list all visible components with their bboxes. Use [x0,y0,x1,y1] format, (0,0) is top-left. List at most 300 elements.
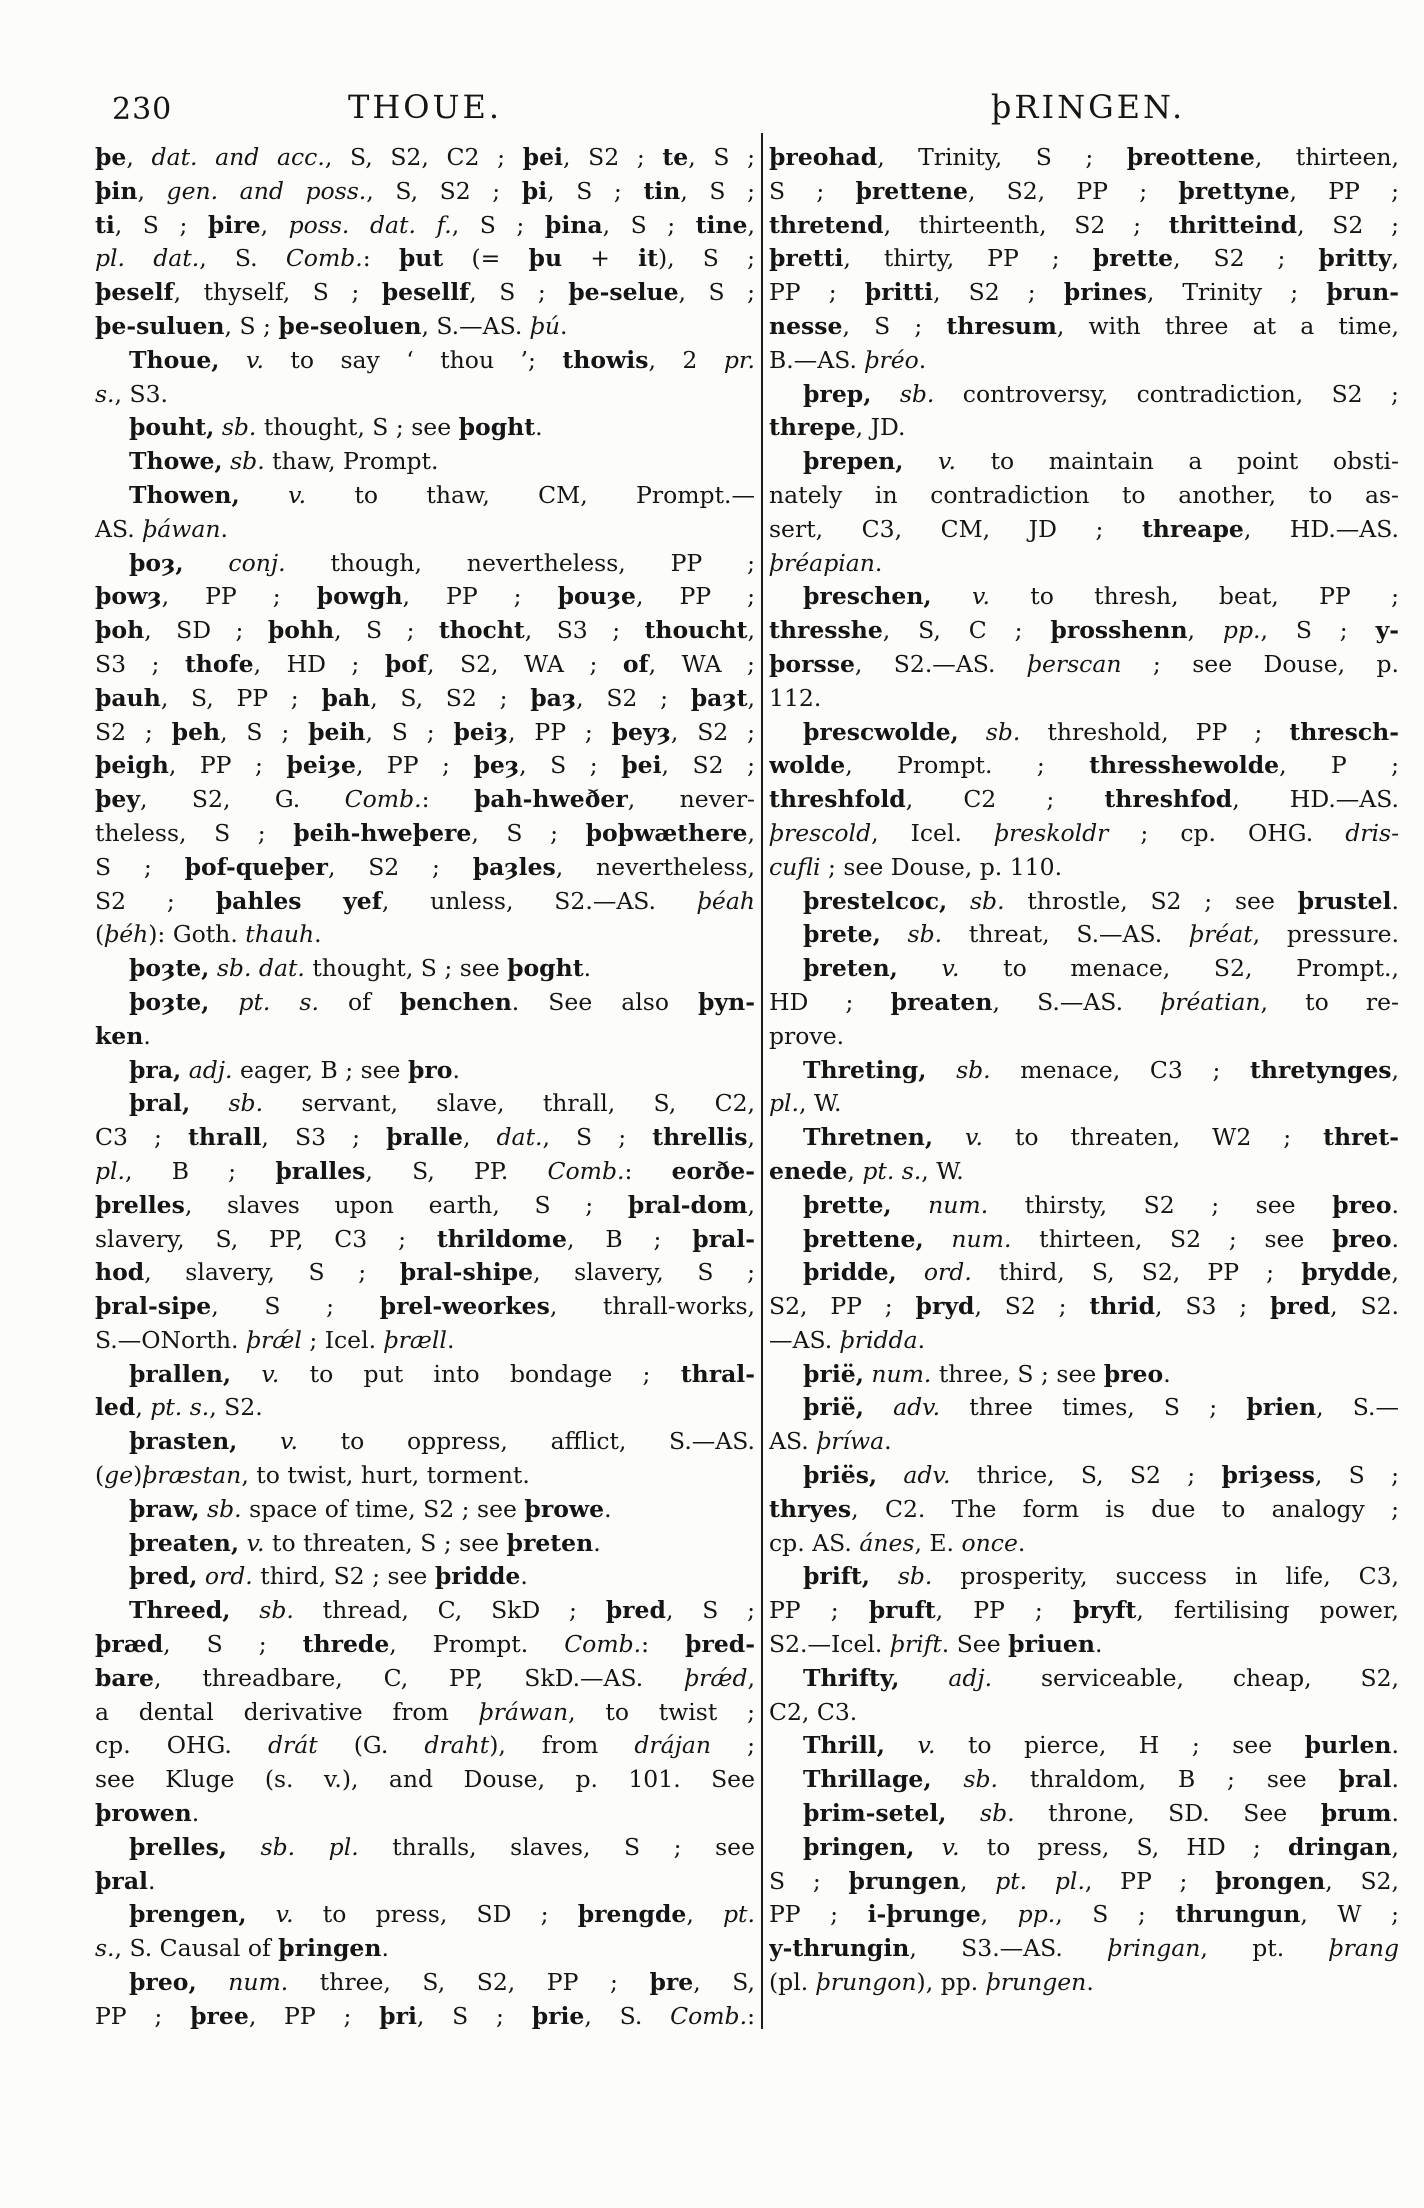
text-run: , S ; [211,1292,380,1321]
text-run [877,1461,903,1489]
headword-or-form: þrette, [803,1190,892,1219]
grammar-or-etymon: v. [938,447,956,476]
grammar-or-etymon: v. [941,1832,960,1861]
grammar-or-etymon: pp. [1222,616,1261,645]
headword-or-form: þrettene, [803,1224,924,1253]
dictionary-line [95,344,755,378]
text-run: , S2 ; [933,278,1064,307]
text-run: to oppress, afflict, S.—AS. [298,1427,755,1456]
grammar-or-etymon: v. [275,1900,294,1929]
text-run [200,1495,207,1523]
grammar-or-etymon: sb. [899,379,935,408]
text-run: , [686,1900,724,1929]
headword-or-form: þraw, [129,1494,200,1523]
text-run: S ; [769,1866,849,1895]
text-run: ( [95,1461,105,1490]
text-run: , thirty, PP ; [843,244,1093,273]
grammar-or-etymon: sb. [907,920,943,949]
text-run: , [959,1866,996,1895]
grammar-or-etymon: þerscan [1026,649,1122,678]
headword-or-form: þeih-hweþere [293,818,472,847]
grammar-or-etymon: ge [104,1461,134,1490]
dictionary-line [95,1155,755,1189]
grammar-or-etymon: num. [871,1359,932,1388]
text-run: S.—ONorth. [95,1325,246,1354]
headword-or-form: þaȝles [472,852,556,881]
text-run: , to re- [1260,987,1399,1016]
text-run [914,1833,941,1861]
text-run: , C2. The form is due to analogy ; [851,1494,1399,1523]
dictionary-line [769,749,1399,783]
text-run: , S ; [688,143,755,171]
grammar-or-etymon: pp. [1017,1900,1056,1929]
text-run: B.—AS. [769,345,865,374]
text-run: , B ; [566,1224,693,1253]
headword-or-form: ti [95,210,115,239]
text-run: , Prompt. ; [845,751,1090,780]
headword-or-form: þrongen [1215,1866,1326,1895]
dictionary-line [769,580,1399,614]
dictionary-line [769,682,1399,716]
text-run: . [884,1427,892,1456]
text-run: S2 ; [95,886,216,915]
text-run: , S.— [1316,1393,1399,1422]
grammar-or-etymon: þéh [104,920,149,949]
text-run: , S2 ; [1297,210,1399,239]
headword-or-form: þrestelcoc, [803,886,948,915]
text-run: , with three at a time, [1056,311,1399,340]
text-run: , S2, WA ; [427,649,623,678]
text-run: . [520,1562,528,1591]
headword-or-form: thral- [680,1359,755,1388]
dictionary-line [95,1121,755,1155]
dictionary-line [95,479,755,513]
text-run: , S. Causal of [114,1934,279,1963]
text-run [209,988,238,1016]
text-run: , [135,1393,151,1422]
text-run: , Trinity, S ; [877,143,1127,171]
headword-or-form: þral [95,1866,148,1895]
dictionary-line [95,378,755,412]
text-run [932,582,972,610]
headword-or-form: þred [1269,1292,1331,1321]
grammar-or-etymon: þáwan [142,514,221,543]
headword-or-form: þralles [275,1156,366,1185]
text-run: , Prompt. [389,1630,565,1659]
text-run: , [1187,616,1223,645]
grammar-or-etymon: þríwa [816,1427,885,1456]
dictionary-line [95,783,755,817]
headword-or-form: wolde [769,751,846,780]
dictionary-line [95,749,755,783]
headword-or-form: þreo [1332,1224,1392,1253]
text-run: to threaten, W2 ; [983,1123,1324,1152]
text-run: theless, S ; [95,818,294,847]
headword-or-form: þrim-setel, [803,1799,947,1828]
grammar-or-etymon: ord. [923,1258,972,1287]
dictionary-line [95,1391,755,1425]
grammar-or-etymon: v. [288,480,307,509]
grammar-or-etymon: pt. [723,1900,755,1929]
text-run: ) [133,1461,143,1490]
headword-or-form: þryft [1072,1596,1137,1625]
text-run: threshold, PP ; [1020,717,1290,746]
text-run: , nevertheless, [555,852,755,881]
headword-or-form: þrel-weorkes [379,1292,550,1321]
headword-or-form: þreottene [1126,143,1255,171]
text-run: , S, S2 ; [366,176,522,205]
headword-or-form: þral-dom [627,1190,748,1219]
grammar-or-etymon: conj. [228,548,286,577]
text-run: , W. [799,1089,842,1118]
text-run: three, S, S2, PP ; [288,1968,650,1997]
text-run: PP ; [769,278,865,307]
text-run: thraldom, B ; see [997,1765,1339,1794]
grammar-or-etymon: sb. dat. [216,954,305,983]
grammar-or-etymon: pt. s. [150,1393,210,1422]
text-run: PP ; [769,1596,869,1625]
dictionary-line [95,1763,755,1797]
dictionary-line [95,851,755,885]
grammar-or-etymon: þrift [889,1630,942,1659]
text-run: , C2 ; [905,785,1105,814]
headword-or-form: þe [95,143,127,171]
text-run: , pressure. [1252,920,1399,949]
headword-or-form: þræd [95,1630,164,1659]
grammar-or-etymon: adj. [188,1055,233,1084]
dictionary-line [769,141,1399,175]
headword-or-form: thryes [769,1494,852,1523]
text-run: ; [711,1731,755,1760]
text-run [181,1056,188,1084]
text-run: , HD ; [253,649,385,678]
dictionary-line [95,716,755,750]
dictionary-line [769,276,1399,310]
headword-or-form: þey [95,785,141,814]
text-run: , thyself, S ; [173,278,382,307]
headword-or-form: thritteind [1168,210,1298,239]
grammar-or-etymon: þréapian [769,548,875,577]
text-run: , [1391,244,1399,273]
text-run [870,1562,898,1590]
headword-or-form: þridde, [803,1258,897,1287]
text-run: ; see Douse, p. [1121,649,1399,678]
headword-or-form: þreten, [803,954,898,983]
headword-or-form: þringen [278,1934,382,1963]
text-run: three times, S ; [940,1393,1247,1422]
dictionary-line [95,1729,755,1763]
headword-or-form: þree [190,2001,249,2030]
text-run: , S3 ; [1155,1292,1270,1321]
dictionary-line [769,1662,1399,1696]
grammar-or-etymon: v. [245,345,264,374]
headword-or-form: þoght [507,954,584,983]
grammar-or-etymon: ord. [204,1562,253,1591]
dictionary-line [769,817,1399,851]
left-column-title: THOUE. [348,88,502,126]
headword-or-form: þrowen [95,1799,192,1828]
dictionary-line [769,1425,1399,1459]
text-run [926,1056,956,1084]
grammar-or-etymon: v. [971,582,990,611]
headword-or-form: þritty [1318,244,1392,273]
dictionary-line [769,614,1399,648]
text-run: to thaw, CM, Prompt.— [306,480,755,509]
dictionary-line [95,310,755,344]
text-run: , PP ; [161,582,317,611]
text-run: , [980,1900,1018,1929]
text-run: ; see Douse, p. 110. [820,852,1063,881]
column-divider [761,133,763,2029]
text-run: HD ; [769,987,891,1016]
headword-or-form: te [662,143,689,171]
dictionary-line [769,513,1399,547]
text-run: PP ; [95,2001,191,2030]
text-run [933,1123,965,1151]
dictionary-line [769,445,1399,479]
dictionary-line [95,1966,755,2000]
grammar-or-etymon: pt. s. [862,1156,922,1185]
headword-or-form: bare [95,1663,154,1692]
headword-or-form: Thrifty, [803,1663,900,1692]
headword-or-form: þreo, [129,1968,197,1997]
headword-or-form: Thretnen, [803,1123,934,1152]
text-run: , PP ; [1289,176,1399,205]
text-run: ), S ; [657,244,755,273]
text-run: , [747,616,755,645]
text-run: , S ; [469,278,569,307]
grammar-or-etymon: sb. [963,1765,998,1794]
headword-or-form: ken [95,1021,144,1050]
dictionary-line [95,1560,755,1594]
dictionary-line [95,1459,755,1493]
text-run: , [1391,1832,1399,1861]
text-run [924,1225,952,1253]
text-run: , S ; [416,2001,532,2030]
text-run: , P ; [1279,751,1399,780]
grammar-or-etymon: s. [95,379,115,408]
headword-or-form: þut [398,244,444,273]
headword-or-form: þral, [129,1089,191,1118]
text-run: . [314,920,322,949]
dictionary-line [95,1223,755,1257]
dictionary-line [95,918,755,952]
text-run [881,920,908,948]
headword-or-form: þohh [267,616,335,645]
dictionary-line [769,1966,1399,2000]
text-run: , S ; [519,751,622,780]
grammar-or-etymon: sb. [956,1055,991,1084]
dictionary-line [95,986,755,1020]
headword-or-form: þriës, [803,1461,878,1490]
text-run: , [126,143,152,171]
headword-or-form: þrowe [524,1494,605,1523]
text-run: , S ; [547,176,644,205]
grammar-or-etymon: þrǽd [684,1663,748,1692]
dictionary-line [95,1425,755,1459]
grammar-or-etymon: pl. [95,1156,126,1185]
text-run [947,887,970,915]
headword-or-form: dringan [1287,1832,1392,1861]
text-run: , S2 ; [670,717,755,746]
text-run: to threaten, S ; see [264,1528,507,1557]
text-run: . [452,1055,460,1084]
dictionary-line [95,2000,755,2034]
headword-or-form: þoȝ, [129,548,184,577]
grammar-or-etymon: poss. dat. f. [288,210,452,239]
text-run: , [747,1663,755,1692]
text-run: , S ; [678,278,755,307]
headword-or-form: thofe [184,649,254,678]
dictionary-line [95,175,755,209]
headword-or-form: thret- [1323,1123,1399,1152]
grammar-or-etymon: þréatian [1160,987,1261,1016]
headword-or-form: þauh [95,683,161,712]
text-run: , thrall-works, [549,1292,755,1321]
text-run: . [1391,886,1399,915]
headword-or-form: þrum [1320,1799,1392,1828]
text-run: , S ; [665,1596,755,1625]
headword-or-form: þeȝ [473,751,520,780]
text-run: slavery, S, PP, C3 ; [95,1224,437,1253]
text-run: , S, PP ; [160,683,322,712]
dictionary-line [769,1527,1399,1561]
text-run: , to twist, hurt, torment. [241,1461,530,1490]
text-run: though, nevertheless, PP ; [285,548,755,577]
dictionary-line [769,1290,1399,1324]
text-run: . [1391,1190,1399,1219]
headword-or-form: þenchen [399,987,512,1016]
dictionary-line [95,1020,755,1054]
headword-or-form: þred- [685,1630,755,1659]
text-run [197,1968,229,1996]
headword-or-form: þouht, [129,413,215,442]
headword-or-form: þrallen, [129,1359,232,1388]
grammar-or-etymon: dat. and acc. [151,143,325,171]
dictionary-line [769,648,1399,682]
dictionary-line [769,1189,1399,1223]
headword-or-form: threllis [652,1123,748,1152]
text-run: three, S ; see [931,1359,1104,1388]
text-run: , 2 [648,345,724,374]
text-run: , PP ; [935,1596,1073,1625]
text-columns [95,141,1399,2034]
text-run: ), pp. [916,1968,986,1997]
text-run: . [1391,1731,1399,1760]
text-run: : [362,244,399,273]
text-run [959,718,986,746]
text-run: , S, [693,1968,755,1997]
headword-or-form: þina [544,210,603,239]
headword-or-form: þrasten, [129,1427,238,1456]
grammar-or-etymon: sb. [221,413,257,442]
dictionary-line [95,1493,755,1527]
grammar-or-etymon: v. [261,1359,280,1388]
text-run [864,1393,893,1421]
headword-or-form: thresshe [769,616,883,645]
dictionary-line [95,885,755,919]
text-run: thought, S ; see [256,413,459,442]
headword-or-form: thrildome [436,1224,567,1253]
grammar-or-etymon: v. [246,1528,265,1557]
headword-or-form: þral-sipe [95,1292,212,1321]
text-run: . [1391,1765,1399,1794]
grammar-or-etymon: adv. [903,1461,951,1490]
headword-or-form: of [622,649,649,678]
text-run: S2.—Icel. [769,1630,890,1659]
headword-or-form: þringen, [803,1832,915,1861]
text-run: thrice, S, S2 ; [950,1461,1222,1490]
text-run [247,1900,276,1928]
headword-or-form: þreo [1103,1359,1164,1388]
dictionary-line [95,648,755,682]
grammar-or-etymon: num. [928,1190,989,1219]
text-run: : [747,2001,755,2030]
headword-or-form: þei [621,751,662,780]
dictionary-line [95,614,755,648]
headword-or-form: þre [649,1968,694,1997]
grammar-or-etymon: sb. [207,1494,242,1523]
grammar-or-etymon: ánes [859,1528,915,1557]
grammar-or-etymon: drát [267,1731,318,1760]
headword-or-form: þrepen, [803,447,904,476]
text-run: , PP ; [636,582,755,611]
dictionary-line [95,547,755,581]
text-run: , Icel. [871,818,994,847]
text-run [239,1529,246,1557]
text-run: S2, PP ; [769,1292,916,1321]
grammar-or-etymon: once [961,1528,1018,1557]
text-run: prove. [769,1021,845,1050]
text-run: ; cp. OHG. [1108,818,1346,847]
grammar-or-etymon: pl. [769,1089,800,1118]
text-run: , S ; [542,1123,653,1152]
text-run: , S ; [842,311,947,340]
headword-or-form: þah-hweðer [473,785,628,814]
text-run [899,1664,948,1692]
text-run: , S3. [114,379,168,408]
headword-or-form: thresch- [1289,717,1399,746]
dictionary-line [95,209,755,243]
text-run: , fertilising power, [1136,1596,1399,1625]
grammar-or-etymon: pr. [723,345,755,374]
text-run: , S2 ; [661,751,755,780]
text-run: , HD.—AS. [1232,785,1399,814]
dictionary-line [769,344,1399,378]
grammar-or-etymon: Comb. [670,2001,748,2030]
text-run [932,1765,964,1793]
text-run: AS. [95,514,143,543]
text-run: , HD.—AS. [1243,514,1399,543]
headword-or-form: þoght [458,413,536,442]
text-run: thought, S ; see [304,954,508,983]
text-run: , S ; [224,311,279,340]
grammar-or-etymon: þréo [864,345,919,374]
headword-or-form: þruft [868,1596,936,1625]
dictionary-line [769,1696,1399,1730]
grammar-or-etymon: Comb. [547,1156,625,1185]
text-run: , S ; [602,210,696,239]
headword-or-form: þri [379,2001,417,2030]
text-run: , S2 ; [562,143,663,171]
text-run: nately in contradiction to another, to as- [769,480,1399,509]
text-run: , S ; [220,717,309,746]
grammar-or-etymon: num. [228,1968,289,1997]
headword-or-form: y-thrungin [769,1934,910,1963]
headword-or-form: enede [769,1156,848,1185]
grammar-or-etymon: v. [941,954,960,983]
dictionary-line [769,1628,1399,1662]
